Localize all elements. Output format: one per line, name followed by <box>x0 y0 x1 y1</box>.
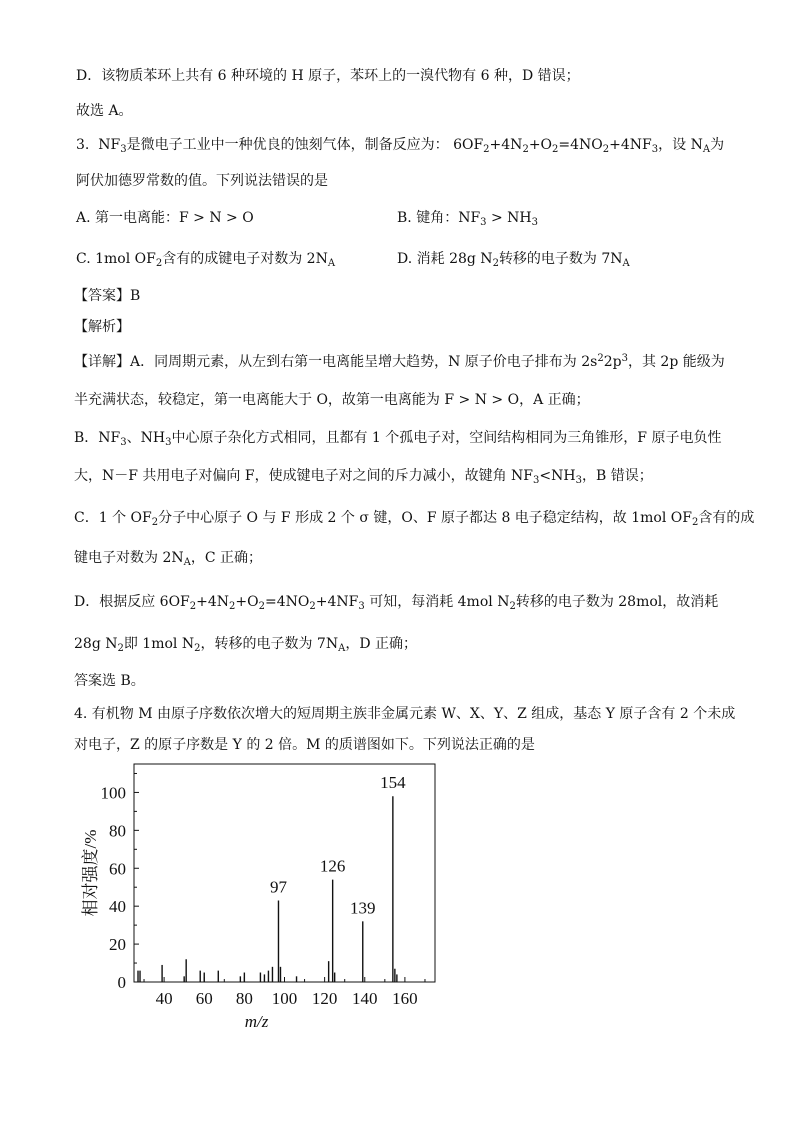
peak-label: 97 <box>269 877 287 897</box>
stem-text: 是微电子工业中一种优良的蚀刻气体，制备反应为： <box>126 137 449 153</box>
question-4-line1: 4. 有机物 M 由原子序数依次增大的短周期主族非金属元素 W、X、Y、Z 组成，基态 Y 原子含有 2 个未成 <box>74 706 736 722</box>
y-tick-label: 60 <box>109 859 126 879</box>
y-tick-label: 80 <box>109 821 126 841</box>
x-tick-label: 100 <box>271 989 298 1008</box>
question-number: 3. <box>76 137 90 153</box>
prev-item-d: D．该物质苯环上共有 6 种环境的 H 原子，苯环上的一溴代物有 6 种，D 错误； <box>76 68 580 84</box>
detail-a-line2: 半充满状态，较稳定，第一电离能大于 O，故第一电离能为 F > N > O，A 正确； <box>74 392 590 408</box>
question-3-stem-line2: 阿伏加德罗常数的值。下列说法错误的是 <box>76 173 328 189</box>
equation: $6OF_2+4N_2+O_2=4NO_2+4NF_3$ <box>453 137 659 155</box>
x-tick-label: 60 <box>195 989 213 1008</box>
plot-frame <box>134 764 435 982</box>
detail-d-line2: 28g $N_2$即 1mol $N_2$，转移的电子数为 $7N_A$，D 正确； <box>74 636 418 654</box>
peak-label: 154 <box>380 773 406 793</box>
option-c: C. 1mol $OF_2$含有的成键电子对数为 $2N_A$ <box>76 251 336 269</box>
detail-c-line2: 键电子对数为 $2N_A$，C 正确； <box>74 550 263 568</box>
x-axis-label: m/z <box>244 1012 269 1031</box>
y-tick-label: 20 <box>109 935 126 955</box>
final-answer: 答案选 B。 <box>74 673 145 689</box>
x-tick-label: 40 <box>155 989 173 1008</box>
x-tick-label: 120 <box>311 989 338 1008</box>
formula-nf3: NF <box>98 137 121 153</box>
x-tick-label: 160 <box>392 989 418 1008</box>
prev-answer: 故选 A。 <box>76 103 133 119</box>
peak-label: 139 <box>350 898 376 918</box>
answer-label: 【答案】B <box>74 288 141 304</box>
x-tick-label: 140 <box>352 989 378 1008</box>
detail-c-line1: C．1 个 $OF_2$分子中心原子 O 与 F 形成 2 个 σ 键，O、F 原子都达 8 电子稳定结构，故 1mol $OF_2$含有的成 <box>74 510 755 528</box>
detail-b-line1: B．$NF_3$、$NH_3$中心原子杂化方式相同，且都有 1 个孤电子对，空间结构相同为三角锥形，F 原子电负性 <box>74 430 722 448</box>
y-tick-label: 40 <box>109 897 126 917</box>
option-d: D. 消耗 28g $N_2$转移的电子数为 $7N_A$ <box>397 251 630 269</box>
stem-text: 为 <box>710 137 725 153</box>
peak-label: 126 <box>319 856 346 876</box>
x-tick-label: 80 <box>235 989 253 1008</box>
y-tick-label: 100 <box>100 783 126 803</box>
question-4-line2: 对电子，Z 的原子序数是 Y 的 2 倍。M 的质谱图如下。下列说法正确的是 <box>74 737 535 753</box>
mass-spectrum-chart <box>0 750 794 1050</box>
stem-text: ，设 N <box>658 137 703 153</box>
question-3-stem: 3. $NF_3$是微电子工业中一种优良的蚀刻气体，制备反应为： $6OF_2+4N_2+O_2=4NO_2+4NF_3$，设 $N_A$为 <box>76 137 725 155</box>
y-tick-label: 0 <box>117 973 126 992</box>
y-axis-label: 相对强度/% <box>81 829 100 917</box>
analysis-label: 【解析】 <box>74 319 130 335</box>
option-b: B. 键角：$NF_3 > NH_3$ <box>397 210 538 228</box>
detail-d-line1: D．根据反应 $6OF_2+4N_2+O_2=4NO_2+4NF_3$ 可知，每消耗 4mol $N_2$转移的电子数为 28mol，故消耗 <box>74 594 719 612</box>
subscript: 3 <box>120 144 127 155</box>
detail-b-line2: 大，N－F 共用电子对偏向 F，使成键电子对之间的斥力减小，故键角 $NF_3<NH_3$，B 错误； <box>74 468 653 486</box>
option-a: A. 第一电离能：F > N > O <box>76 210 254 226</box>
detail-a-line1: 【详解】A．同周期元素，从左到右第一电离能呈增大趋势，N 原子价电子排布为 $2s^22p^3$，其 2p 能级为 <box>74 353 725 370</box>
